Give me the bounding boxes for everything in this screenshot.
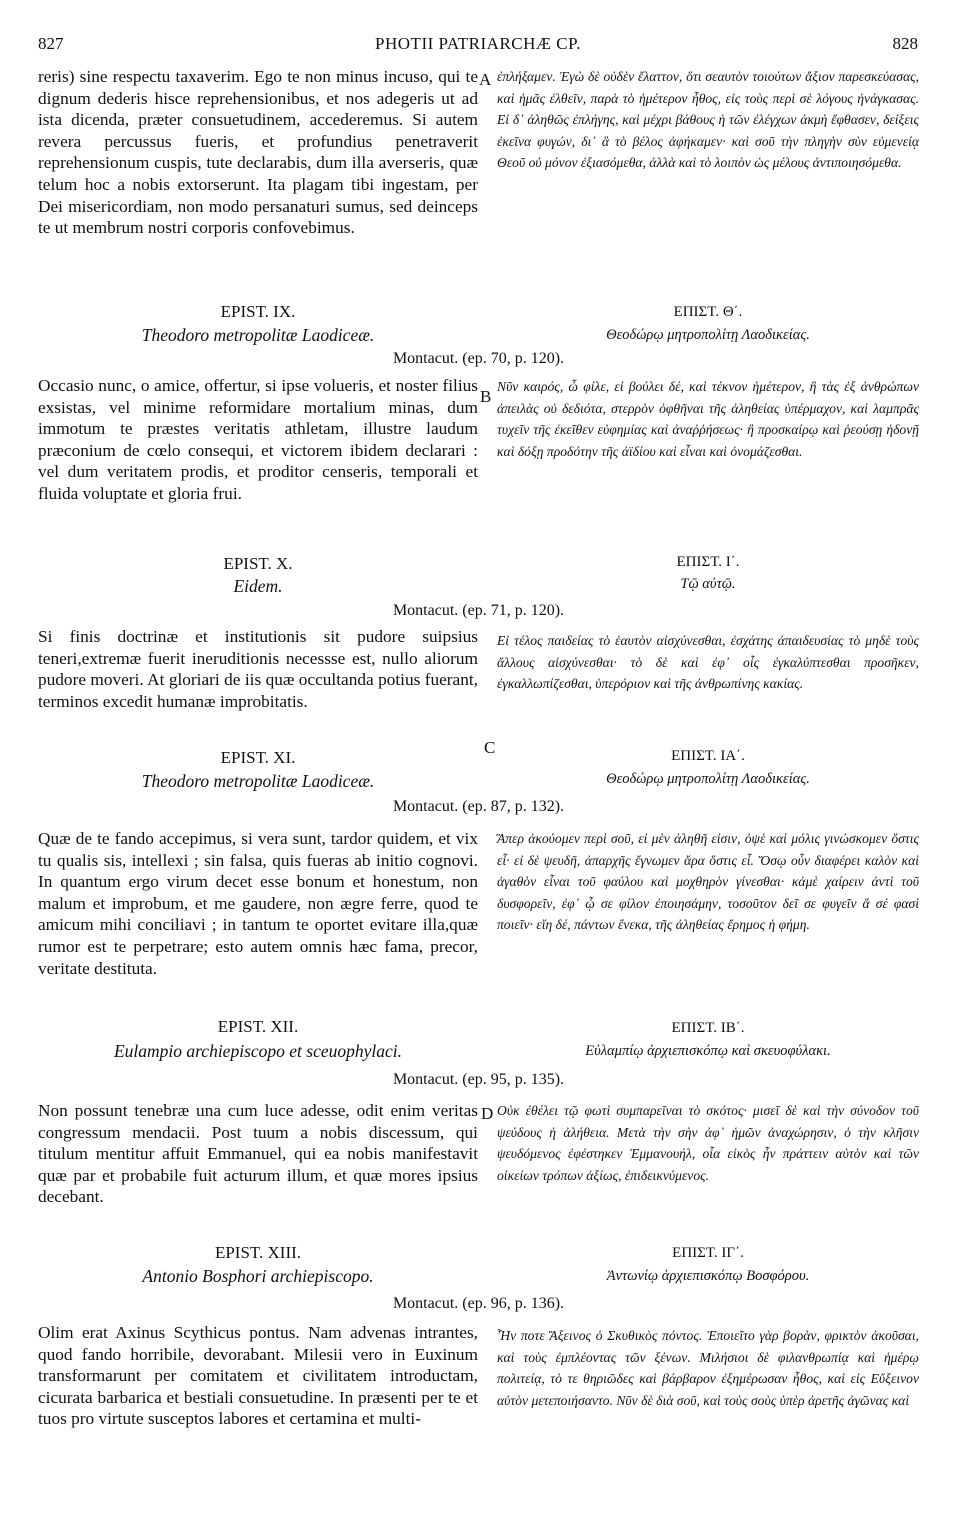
epistle-heading-greek-10: ΕΠΙΣΤ. Ι΄.	[676, 554, 740, 570]
addressee-latin-12: Eulampio archiepiscopo et sceuophylaci.	[113, 1041, 403, 1061]
addressee-greek-12: Εὐλαμπίῳ ἀρχιεπισκόπῳ καὶ σκευοφύλακι.	[585, 1043, 831, 1059]
epistle-heading-greek-12: ΕΠΙΣΤ. ΙΒ΄.	[671, 1020, 745, 1036]
page-header	[38, 34, 918, 56]
source-reference-13: Montacut. (ep. 96, p. 136).	[392, 1295, 565, 1312]
margin-letter-b: B	[480, 387, 492, 406]
addressee-greek-9: Θεοδώρῳ μητροπολίτῃ Λαοδικείας.	[606, 327, 810, 343]
epistle-heading-greek-11: ΕΠΙΣΤ. ΙΑ΄.	[671, 748, 745, 764]
epistle-heading-latin-13: EPIST. XIII.	[214, 1243, 302, 1262]
addressee-greek-13: Ἀντωνίῳ ἀρχιεπισκόπῳ Βοσφόρου.	[606, 1268, 810, 1284]
latin-text-9: Occasio nunc, o amice, offertur, si ipse volueris, et noster filius exsistas, vel minime reformidare mortalium minas, dum immotum te præstes veritatis athletam, illustre laudum præconium de cœlo consequi, et victorem ibidem declarari : vel dum veritatem prodis, et proditor censeris, temporali et fluida voluptate et gloria frui.	[38, 376, 478, 503]
margin-letter-c: C	[484, 738, 496, 757]
margin-letter-d: D	[481, 1104, 494, 1123]
latin-text-intro: reris) sine respectu taxaverim. Ego te non minus incuso, qui te dignum dederis hisce reprehensionibus, et nos adegeris ut ad ista dicenda, præter consuetudinem, accederemus. Si autem revera percussus fueris, et profundius penetraverit reprehensionum cuspis, tute declarabis, dum illa averseris, quæ telum hoc a nobis extorserunt. Ita plagam tibi ingestam, per Dei misericordiam, non modo persanaturi sumus, sed deinceps te ut membrum nostri corporis confovebimus.	[38, 67, 478, 238]
epistle-heading-latin-9: EPIST. IX.	[220, 302, 296, 321]
epistle-heading-greek-9: ΕΠΙΣΤ. Θ΄.	[673, 304, 743, 320]
epistle-heading-greek-13: ΕΠΙΣΤ. ΙΓ΄.	[672, 1245, 744, 1261]
greek-text-10: Εἰ τέλος παιδείας τὸ ἑαυτὸν αἰσχύνεσθαι, ἐσχάτης ἀπαιδευσίας τὸ μηδὲ τοὺς ἄλλους αἰσχύνεσθαι· τὸ δὲ καὶ ἐφ᾽ οἷς ἐγκαλύπτεσθαι προσῆκεν, ἐγκαλλωπίζεσθαι, ὑπερόριον καὶ τῆς ἀνθρωπίνης κακίας.	[497, 633, 919, 692]
epistle-heading-latin-11: EPIST. XI.	[220, 748, 296, 767]
latin-text-10: Si finis doctrinæ et institutionis sit pudore suipsius teneri,extremæ fuerit ineruditionis necessse est, nullo aliorum pudore moveri. At gloriari de iis quæ occultanda potius fuerant, terminos excedit humanæ improbitatis.	[38, 627, 478, 711]
greek-text-13: Ἦν ποτε Ἄξεινος ὁ Σκυθικὸς πόντος. Ἐποιεῖτο γὰρ βορὰν, φρικτὸν ἀκοῦσαι, καὶ τοὺς ἐμπλέοντας τῶν ξένων. Μιλήσιοι δὲ φιλανθρωπίᾳ καὶ ἡμέρῳ πολιτείᾳ, τὸ τε θηριῶδες καὶ βάρβαρον ἐξημέρωσαν ἦθος, καὶ εἰς Εὔξεινον αὐτὸν μετεποιήσαντο. Νῦν δὲ διὰ σοῦ, καὶ τοὺς σοὺς ὑπὲρ ἀρετῆς ἀγῶνας καὶ	[497, 1328, 919, 1408]
addressee-greek-10: Τῷ αὐτῷ.	[680, 576, 736, 592]
running-title: PHOTII PATRIARCHÆ CP.	[375, 34, 581, 53]
greek-text-12: Οὐκ ἐθέλει τῷ φωτὶ συμπαρεῖναι τὸ σκότος· μισεῖ δὲ καὶ τὴν σύνοδον τοῦ ψεύδους ἡ ἀλήθεια. Μετὰ τὴν σὴν ἀφ᾽ ἡμῶν ἀναχώρησιν, ὁ τὴν κλῆσιν ψευδόμενος ἐφέστηκεν Ἐμμανουήλ, οἷα εἰκὸς ἦν πράττειν αὐτὸν καὶ τῶν οἰκείων τρόπων ἀξίως, ἐπιδεικνύμενος.	[497, 1103, 919, 1183]
margin-letter-a: A	[479, 70, 492, 89]
addressee-latin-13: Antonio Bosphori archiepiscopo.	[142, 1266, 374, 1286]
epistle-heading-latin-10: EPIST. X.	[223, 554, 293, 573]
addressee-latin-9: Theodoro metropolitæ Laodiceæ.	[141, 325, 375, 345]
addressee-latin-10: Eidem.	[233, 576, 283, 596]
latin-text-11: Quæ de te fando accepimus, si vera sunt, tardor quidem, et vix tu qualis sis, intellexi ; sin falsa, quis fueras ab initio cognovi. In quantum ergo virum decet esse bonum et honestum, non malum et improbum, et me gaudere, non ægre ferre, quod te amicum mihi conciliavi ; in tantum te oportet evitare illa,quæ rumor est te perpetrare; esto autem omnis hæc fama, precor, veritate destituta.	[38, 829, 478, 978]
addressee-greek-11: Θεοδώρῳ μητροπολίτῃ Λαοδικείας.	[606, 771, 810, 787]
latin-text-12: Non possunt tenebræ una cum luce adesse, odit enim veritas congressum mendacii. Post tuum a nobis discessum, qui titulum mentitur affuit Emmanuel, qui ea nobis manifestavit quæ par et probabile fuit acturum illum, et quæ mores ipsius decebant.	[38, 1101, 478, 1207]
source-reference-9: Montacut. (ep. 70, p. 120).	[392, 350, 565, 367]
source-reference-11: Montacut. (ep. 87, p. 132).	[392, 798, 565, 815]
source-reference-12: Montacut. (ep. 95, p. 135).	[392, 1071, 565, 1088]
page-number-left: 827	[38, 34, 64, 53]
epistle-heading-latin-12: EPIST. XII.	[217, 1017, 299, 1036]
greek-text-11: Ἅπερ ἀκούομεν περὶ σοῦ, εἰ μὲν ἀληθῆ εἰσιν, ὀψὲ καὶ μόλις γινώσκομεν ὅστις εἶ· εἰ δὲ ψευδῆ, ἀπαρχῆς ἔγνωμεν ἄρα ὅστις εἶ. Ὅσῳ οὖν διαφέρει καλὸν καὶ ἀγαθὸν εἶναι τοῦ φαύλου καὶ μοχθηρὸν γίνεσθαι· κἀμὲ χαίρειν ἀντὶ τοῦ δυσφορεῖν, ἐφ᾽ ᾧ σε φίλον ἐποιησάμην, τοσοῦτον δεῖ σε φυγεῖν ἅ σέ φασὶ ποιεῖν· εἴη δέ, πάντων ἕνεκα, τῆς ἀληθείας ἔρημος ἡ φήμη.	[497, 831, 919, 933]
page-number-right: 828	[892, 34, 918, 53]
greek-text-9: Νῦν καιρός, ὦ φίλε, εἰ βούλει δέ, καὶ τέκνον ἡμέτερον, ἢ τὰς ἐξ ἀνθρώπων ἀπειλὰς οὐ δεδιότα, στερρὸν ὀφθῆναι τῆς ἀληθείας ὑπέρμαχον, καὶ λαμπρᾶς τυχεῖν τῆς ἐκεῖθεν εὐφημίας καὶ ἀναῤῥήσεως· ἢ προσκαίρῳ καὶ ῥεούσῃ ἡδονῇ καὶ δόξῃ προδότην τῆς ἀϊδίου καὶ εἶναι καὶ ὀνομάζεσθαι.	[497, 379, 919, 459]
source-reference-10: Montacut. (ep. 71, p. 120).	[392, 602, 565, 619]
addressee-latin-11: Theodoro metropolitæ Laodiceæ.	[141, 771, 375, 791]
latin-text-13: Olim erat Axinus Scythicus pontus. Nam advenas intrantes, quod fando horribile, devorabant. Milesii vero in Euxinum transformarunt per comitatem et civilitatem introductam, cicurata barbarica et bestiali consuetudine. In præsenti per te et tuos pro virtute susceptos labores et certamina et multi-	[38, 1323, 478, 1429]
greek-text-intro: ἐπλήξαμεν. Ἐγὼ δὲ οὐδὲν ἔλαττον, ὅτι σεαυτὸν τοιούτων ἄξιον παρεσκεύασας, καὶ ἡμᾶς ἐλθεῖν, παρὰ τὸ ἡμέτερον ἦθος, εἰς τοὺς περὶ σὲ λόγους ἠνάγκασας. Εἰ δ᾽ ἀληθῶς ἐπλήγης, καὶ μέχρι βάθους ἡ τῶν ἐλέγχων ἀκμὴ ἔφθασεν, δείξεις ἐκεῖνα φυγών, δι᾽ ἃ τὸ βέλος ἀφήκαμεν· καὶ σοῦ τὴν πληγὴν σὺν εὐμενείᾳ Θεοῦ οὐ μόνον ἐξιασόμεθα, ἀλλὰ καὶ τὸ λοιπὸν ὡς μέλους ἀντιποιησόμεθα.	[497, 69, 919, 171]
